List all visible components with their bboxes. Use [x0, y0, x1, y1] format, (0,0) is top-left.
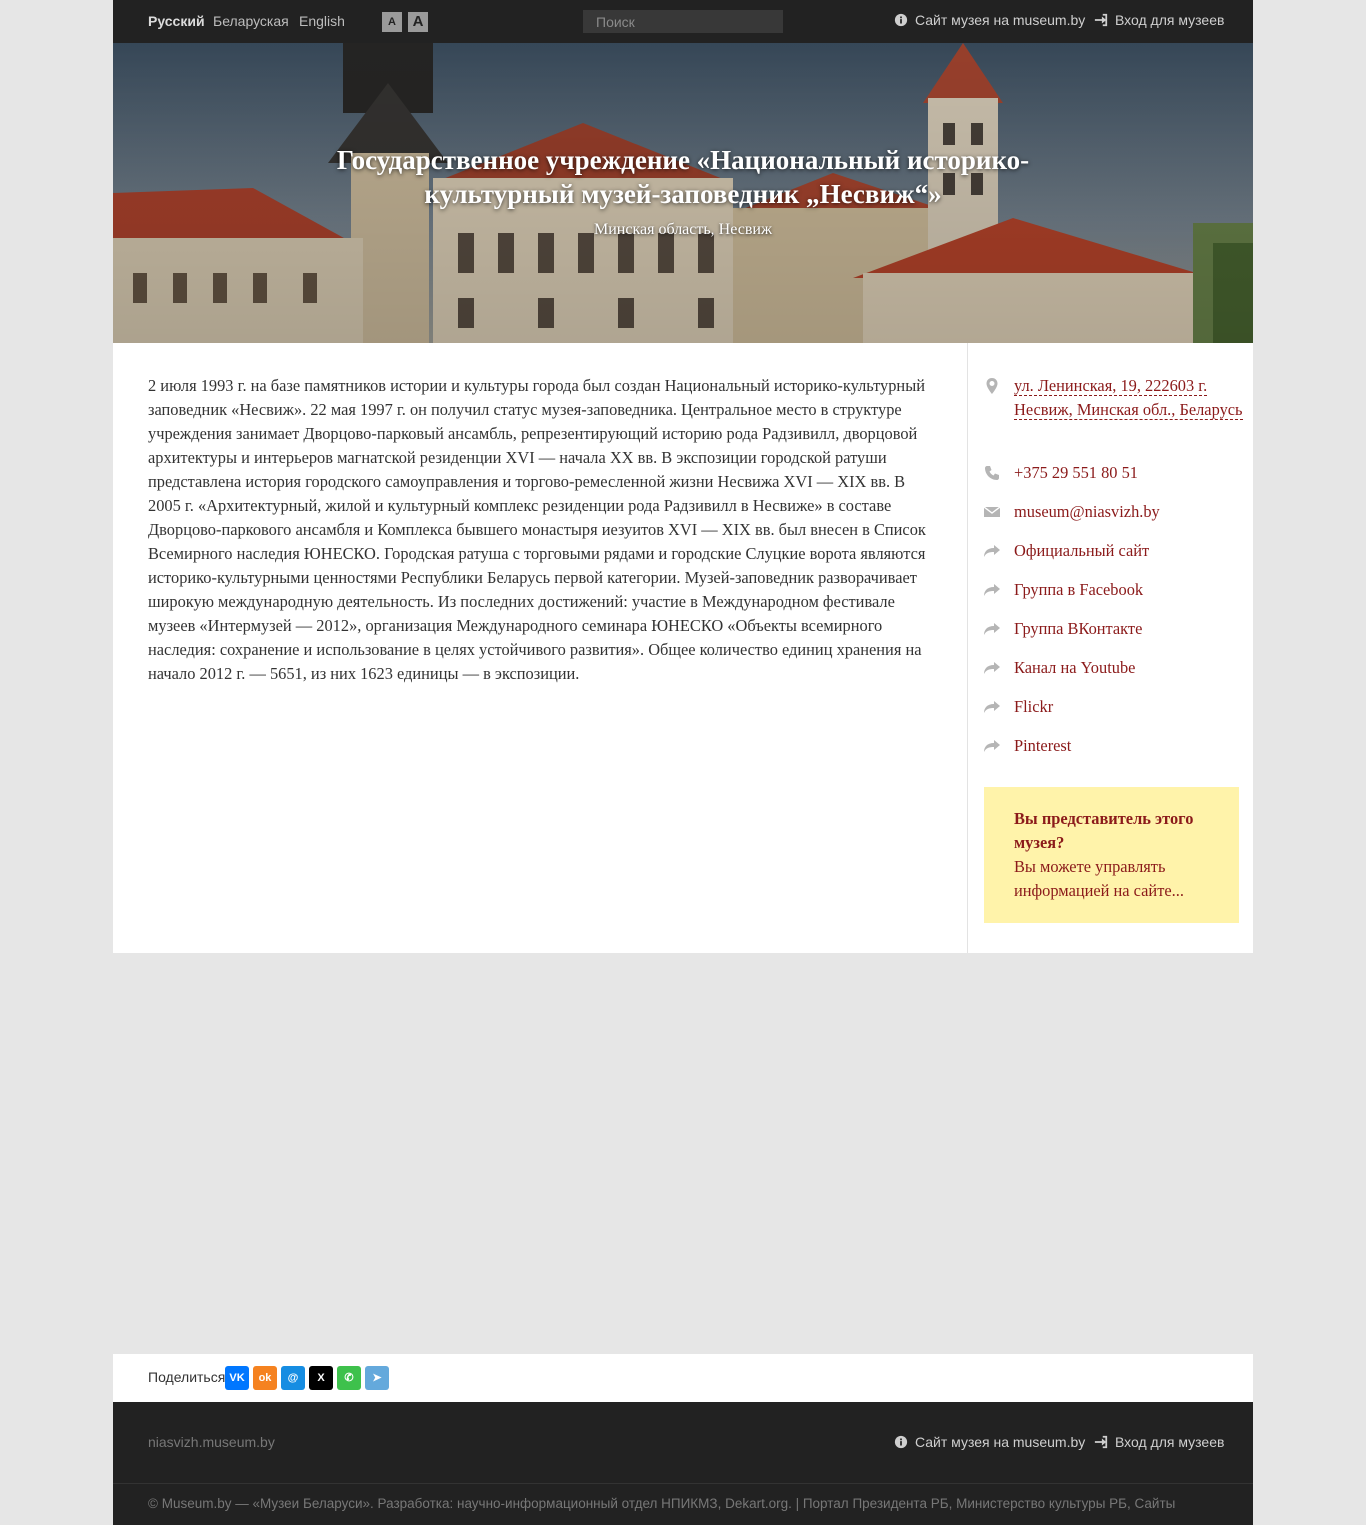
share-whatsapp-button[interactable]: ✆	[337, 1366, 361, 1390]
footer-museum-login-label: Вход для музеев	[1115, 1434, 1225, 1450]
lang-english[interactable]: English	[299, 13, 345, 29]
link-vkontakte[interactable]	[984, 617, 1244, 642]
phone-item[interactable]	[984, 461, 1244, 486]
share-vk-button[interactable]: VK	[225, 1366, 249, 1390]
email-text[interactable]: museum@niasvizh.by	[1014, 502, 1160, 521]
museum-rep-box[interactable]	[984, 787, 1239, 923]
info-icon	[894, 13, 908, 27]
footer-museum-login-link[interactable]	[1094, 1434, 1224, 1450]
museum-description: 2 июля 1993 г. на базе памятников истории и культуры города был создан Национальный историко-культурный заповедник «Несвиж». 22 мая 1997 г. он получил статус музея-заповедника. Центральное место в структуре учреждения занимает Дворцово-парковый ансамбль, репрезентирующий историю рода Радзивилл, дворцовой архитектуры и интерьеров магнатской резиденции XVI — начала XX вв. В экспозиции городской ратуши представлена история городского самоуправления и торгово-ремесленной жизни Несвижа XVI — XIX вв. В 2005 г. «Архитектурный, жилой и культурный комплекс резиденции рода Радзивилл в Несвиже» в составе Дворцово-паркового ансамбля и Комплекса бывшего монастыря иезуитов XVI — XIX вв. был внесен в Список Всемирного наследия ЮНЕСКО. Городская ратуша с торговыми рядами и городские Слуцкие ворота являются историко-культурными ценностями Республики Беларусь первой категории. Музей-заповедник разворачивает широкую международную деятельность. Из последних достижений: участие в Международном фестивале музеев «Интермузей — 2012», организация Международного семинара ЮНЕСКО «Объекты всемирного наследия: сохранение и использование в целях устойчивого развития». Общее количество единиц хранения на начало 2012 г. — 5651, из них 1623 единицы — в экспозиции.	[148, 376, 926, 683]
link-official-site[interactable]	[984, 539, 1244, 564]
top-bar	[113, 0, 1253, 43]
footer-museum-site-link[interactable]	[894, 1434, 1085, 1450]
link-facebook[interactable]	[984, 578, 1244, 603]
address-item[interactable]	[984, 374, 1244, 422]
footer-copyright: © Museum.by — «Музеи Беларуси». Разработка: научно-информационный отдел НПИКМЗ, Dekart.org. | Портал Президента РБ, Министерство культуры РБ, Сайты	[148, 1496, 1176, 1511]
share-arrow-icon	[984, 656, 1014, 681]
museum-site-label: Сайт музея на museum.by	[915, 12, 1086, 28]
rep-text: Вы можете управлять информацией на сайте...	[1014, 857, 1184, 900]
link-youtube[interactable]	[984, 656, 1244, 681]
share-arrow-icon	[984, 578, 1014, 603]
share-arrow-icon	[984, 617, 1014, 642]
link-label[interactable]: Flickr	[1014, 697, 1054, 716]
content-area	[113, 343, 1253, 953]
link-label[interactable]: Официальный сайт	[1014, 541, 1150, 560]
link-flickr[interactable]	[984, 695, 1244, 720]
phone-text[interactable]: +375 29 551 80 51	[1014, 463, 1138, 482]
museum-title: Государственное учреждение «Национальный историко-культурный музей-заповедник „Несвиж“»	[336, 145, 1030, 209]
museum-site-link[interactable]	[894, 12, 1085, 28]
phone-icon	[984, 461, 1014, 486]
link-label[interactable]: Группа ВКонтакте	[1014, 619, 1143, 638]
museum-location: Минская область, Несвиж	[594, 221, 772, 238]
font-smaller-button[interactable]: A	[382, 12, 402, 32]
share-ok-button[interactable]: ok	[253, 1366, 277, 1390]
rep-title: Вы представитель этого музея?	[1014, 809, 1194, 852]
address-text[interactable]: ул. Ленинская, 19, 222603 г. Несвиж, Минская обл., Беларусь	[1014, 376, 1243, 419]
share-arrow-icon	[984, 695, 1014, 720]
sidebar	[967, 343, 1253, 953]
link-label[interactable]: Pinterest	[1014, 736, 1072, 755]
map-marker-icon	[984, 374, 1014, 422]
share-x-button[interactable]: X	[309, 1366, 333, 1390]
share-moimir-button[interactable]: @	[281, 1366, 305, 1390]
share-telegram-button[interactable]: ➤	[365, 1366, 389, 1390]
info-icon	[894, 1435, 908, 1449]
share-bar	[113, 1354, 1253, 1402]
link-label[interactable]: Группа в Facebook	[1014, 580, 1144, 599]
share-label: Поделиться	[148, 1369, 226, 1385]
share-arrow-icon	[984, 734, 1014, 759]
footer-domain-link[interactable]: niasvizh.museum.by	[148, 1434, 275, 1450]
lang-russian[interactable]: Русский	[148, 13, 205, 29]
sign-in-icon	[1094, 13, 1108, 27]
envelope-icon	[984, 500, 1014, 525]
footer	[113, 1402, 1253, 1525]
hero-banner	[113, 43, 1253, 343]
email-item[interactable]	[984, 500, 1244, 525]
search-input[interactable]	[583, 10, 783, 33]
font-larger-button[interactable]: A	[408, 12, 428, 32]
museum-login-label: Вход для музеев	[1115, 12, 1225, 28]
link-label[interactable]: Канал на Youtube	[1014, 658, 1136, 677]
sign-in-icon	[1094, 1435, 1108, 1449]
share-arrow-icon	[984, 539, 1014, 564]
footer-divider	[113, 1483, 1253, 1484]
lang-belarusian[interactable]: Беларуская	[213, 13, 289, 29]
link-pinterest[interactable]	[984, 734, 1244, 759]
footer-museum-site-label: Сайт музея на museum.by	[915, 1434, 1086, 1450]
museum-login-link[interactable]	[1094, 12, 1224, 28]
